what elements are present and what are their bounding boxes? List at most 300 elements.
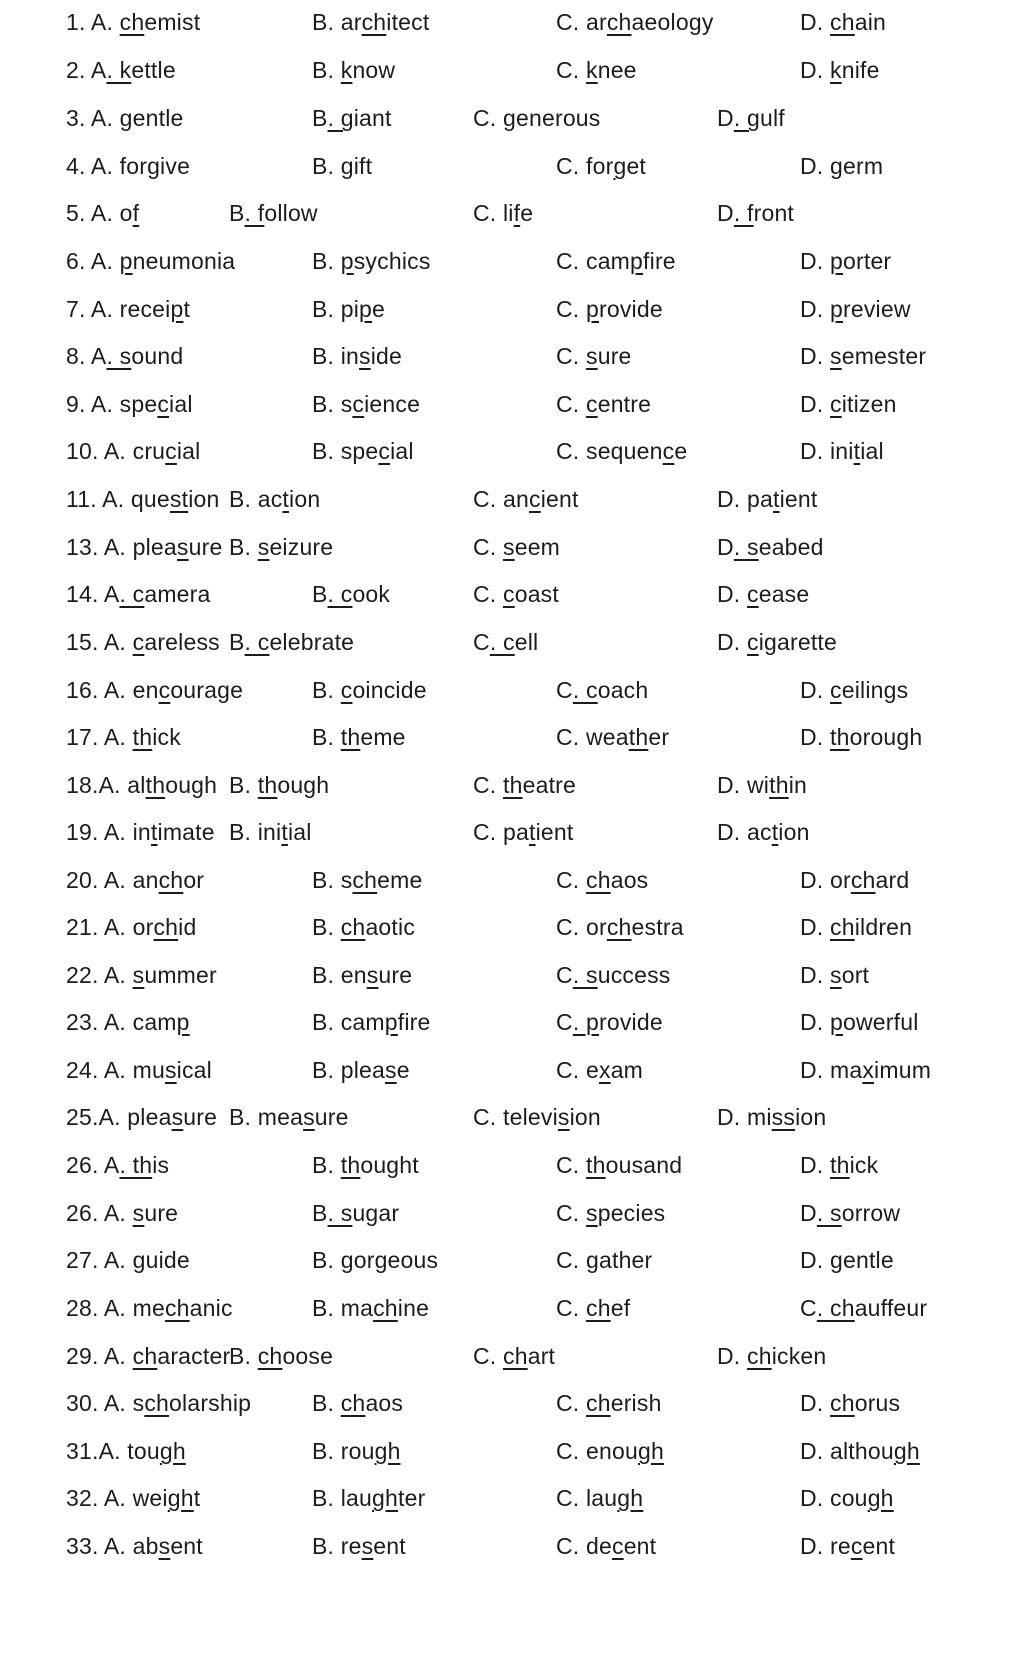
option-text-start: B. re <box>312 1533 362 1559</box>
option-text-end: ront <box>753 200 795 226</box>
option-text-start: 1. A. <box>66 9 120 35</box>
option-text-start: 11. A. que <box>66 486 170 512</box>
option-text-end: ial <box>287 819 312 845</box>
underlined-letters: ch <box>830 914 855 940</box>
answer-option <box>66 1240 190 1280</box>
underlined-letters: p <box>170 296 184 322</box>
underlined-letters: k <box>586 57 598 83</box>
option-text-start: B <box>229 200 245 226</box>
answer-option <box>66 384 193 424</box>
option-text-end: aos <box>610 867 649 893</box>
option-text-start: 4. A. forgive <box>66 153 191 179</box>
option-text-start: 3. A. gentle <box>66 105 184 131</box>
option-text-end: uccess <box>597 962 671 988</box>
option-text-end: ical <box>176 1057 212 1083</box>
question-row <box>0 1526 1024 1566</box>
option-text-end: imate <box>157 819 215 845</box>
option-text-start: D. <box>800 914 830 940</box>
underlined-letters: ch <box>586 867 611 893</box>
answer-option <box>229 765 329 805</box>
option-text-start: D. <box>800 1390 830 1416</box>
answer-option <box>556 670 648 710</box>
option-text-start: 26. A. <box>66 1200 133 1226</box>
option-text-start: D. <box>800 343 830 369</box>
answer-option <box>800 1193 900 1233</box>
underlined-letters: t <box>281 819 288 845</box>
underlined-letters: c <box>352 391 365 417</box>
answer-option <box>717 765 807 805</box>
option-text-start: 8. A <box>66 343 107 369</box>
option-text-start: B. spe <box>312 438 379 464</box>
option-text-end: ent <box>170 1533 203 1559</box>
option-text-start: B. pi <box>312 296 360 322</box>
option-text-start: 2. A <box>66 57 107 83</box>
answer-option <box>66 479 219 519</box>
option-text-start: B. <box>229 772 258 798</box>
underlined-letters: p <box>630 248 644 274</box>
option-text-start: D. pa <box>717 486 773 512</box>
answer-option <box>229 193 318 233</box>
underlined-letters: th <box>769 772 789 798</box>
option-text-end: e <box>372 296 386 322</box>
underlined-letters: ch <box>361 9 387 35</box>
question-row <box>0 1240 1024 1280</box>
answer-option <box>556 289 663 329</box>
underlined-letters: ch <box>352 867 378 893</box>
option-text-end: iant <box>353 105 392 131</box>
underlined-letters: s <box>361 1533 374 1559</box>
question-row <box>0 670 1024 710</box>
underlined-letters: p <box>384 1009 398 1035</box>
underlined-letters: . s <box>816 1200 842 1226</box>
option-text-start: B. lau <box>312 1485 373 1511</box>
option-text-end: elebrate <box>269 629 355 655</box>
answer-option <box>717 574 809 614</box>
answer-option <box>66 1050 212 1090</box>
underlined-letters: gh <box>374 1438 401 1464</box>
answer-option <box>66 241 235 281</box>
option-text-end: ion <box>795 1104 827 1130</box>
underlined-letters: ch <box>119 9 145 35</box>
answer-option <box>312 1383 403 1423</box>
option-text-start: B. <box>312 57 341 83</box>
question-row <box>0 2 1024 42</box>
option-text-end: itect <box>386 9 430 35</box>
answer-option <box>66 765 217 805</box>
option-text-end: ion <box>289 486 321 512</box>
option-text-end: ough <box>277 772 330 798</box>
option-text-end: igarette <box>758 629 838 655</box>
option-text-end: e <box>520 200 534 226</box>
option-text-start: D. ma <box>800 1057 863 1083</box>
underlined-letters: ss <box>771 1104 796 1130</box>
underlined-letters: c <box>528 486 541 512</box>
underlined-letters: . f <box>733 200 754 226</box>
option-text-start: D. ini <box>800 438 854 464</box>
option-text-start: D <box>717 534 734 560</box>
option-text-start: C. <box>556 1295 586 1321</box>
option-text-end: ial <box>860 438 884 464</box>
option-text-start: B. <box>312 724 341 750</box>
answer-option <box>66 431 201 471</box>
underlined-letters: th <box>132 724 153 750</box>
underlined-letters: t <box>853 438 861 464</box>
underlined-letters: c <box>747 581 759 607</box>
option-text-start: B. <box>312 914 341 940</box>
option-text-start: 7. A. recei <box>66 296 171 322</box>
answer-option <box>66 1383 251 1423</box>
underlined-letters: ch <box>606 9 632 35</box>
option-text-start: C. cam <box>556 248 631 274</box>
option-text-start: D. cou <box>800 1485 868 1511</box>
option-text-start: D. <box>800 391 830 417</box>
option-text-start: 9. A. spe <box>66 391 158 417</box>
question-row <box>0 1145 1024 1185</box>
underlined-letters: s <box>303 1104 315 1130</box>
option-text-end: art <box>527 1343 556 1369</box>
answer-option <box>556 50 637 90</box>
answer-option <box>66 955 217 995</box>
option-text-end: ial <box>169 391 193 417</box>
underlined-letters: p <box>830 248 843 274</box>
answer-option <box>800 907 912 947</box>
option-text-end: eizure <box>269 534 334 560</box>
underlined-letters: s <box>830 962 842 988</box>
option-text-end: ure <box>183 1104 218 1130</box>
underlined-letters: ch <box>373 1295 398 1321</box>
answer-option <box>66 670 243 710</box>
underlined-letters: c <box>340 677 353 703</box>
option-text-end: ure <box>188 534 223 560</box>
option-text-start: C. enou <box>556 1438 638 1464</box>
option-text-end: oach <box>597 677 649 703</box>
answer-option <box>800 431 884 471</box>
option-text-start: C. <box>473 534 503 560</box>
question-row <box>0 289 1024 329</box>
option-text-start: C. generous <box>473 105 601 131</box>
option-text-start: C. <box>556 391 586 417</box>
option-text-end: ial <box>390 438 414 464</box>
option-text-start: 19. A. in <box>66 819 151 845</box>
answer-option <box>717 98 785 138</box>
underlined-letters: ch <box>132 1343 158 1369</box>
option-text-start: D. <box>717 1343 747 1369</box>
answer-option <box>473 622 538 662</box>
option-text-start: D. <box>800 724 830 750</box>
option-text-end: ourage <box>170 677 244 703</box>
option-text-start: C. <box>473 581 503 607</box>
answer-option <box>66 146 190 186</box>
option-text-start: 15. A. <box>66 629 133 655</box>
question-row <box>0 146 1024 186</box>
option-text-end: ain <box>854 9 886 35</box>
option-text-start: D. gentle <box>800 1247 894 1273</box>
option-text-end: eilings <box>841 677 909 703</box>
option-text-start: D. <box>800 677 830 703</box>
underlined-letters: gh <box>372 1485 398 1511</box>
answer-option <box>800 146 883 186</box>
question-row <box>0 1431 1024 1471</box>
option-text-start: C. <box>556 343 586 369</box>
answer-option <box>556 860 648 900</box>
option-text-start: B <box>312 105 328 131</box>
underlined-letters: . g <box>733 105 760 131</box>
underlined-letters: p <box>586 296 599 322</box>
option-text-start: C. <box>556 1200 586 1226</box>
option-text-end: orus <box>854 1390 901 1416</box>
underlined-letters: ch <box>503 1343 528 1369</box>
option-text-end: now <box>352 57 396 83</box>
option-text-start: 14. A <box>66 581 120 607</box>
option-text-start: B. in <box>312 343 360 369</box>
question-row <box>0 622 1024 662</box>
option-text-end: owerful <box>843 1009 919 1035</box>
option-text-end: ort <box>841 962 870 988</box>
option-text-start: D <box>717 105 734 131</box>
answer-option <box>66 1431 186 1471</box>
option-text-end: entre <box>597 391 652 417</box>
answer-option <box>66 907 196 947</box>
underlined-letters: c <box>830 391 842 417</box>
option-text-end: icken <box>771 1343 827 1369</box>
question-row <box>0 527 1024 567</box>
underlined-letters: ch <box>153 914 179 940</box>
option-text-start: D. ac <box>717 819 772 845</box>
answer-option <box>800 955 869 995</box>
option-text-start: D. <box>800 9 830 35</box>
option-text-start: C. lau <box>556 1485 618 1511</box>
underlined-letters: th <box>340 724 361 750</box>
answer-option <box>556 1240 652 1280</box>
answer-option <box>66 193 139 233</box>
option-text-start: 23. A. cam <box>66 1009 177 1035</box>
option-text-end: ure <box>144 1200 179 1226</box>
option-text-start: C. televi <box>473 1104 558 1130</box>
option-text-start: C. <box>556 296 586 322</box>
answer-option <box>556 1002 663 1042</box>
option-text-end: er <box>648 724 670 750</box>
underlined-letters: . s <box>572 962 598 988</box>
option-text-end: ent <box>623 1533 657 1559</box>
option-text-start: B. gorgeous <box>312 1247 439 1273</box>
option-text-end: ial <box>176 438 201 464</box>
option-text-start: 21. A. or <box>66 914 154 940</box>
answer-option <box>312 384 420 424</box>
answer-option <box>66 717 181 757</box>
underlined-letters: gh <box>159 1438 186 1464</box>
answer-option <box>229 622 354 662</box>
question-row <box>0 50 1024 90</box>
option-text-end: ugar <box>352 1200 400 1226</box>
option-text-end: rovide <box>598 1009 663 1035</box>
option-text-end: ient <box>779 486 818 512</box>
option-text-end: rovide <box>599 296 663 322</box>
answer-option <box>229 812 312 852</box>
answer-option <box>66 574 211 614</box>
option-text-end: in <box>788 772 808 798</box>
option-text-start: B. ini <box>229 819 282 845</box>
answer-option <box>800 1145 878 1185</box>
answer-option <box>800 1431 920 1471</box>
underlined-letters: p <box>830 296 843 322</box>
option-text-end: ell <box>514 629 539 655</box>
option-text-start: 30. A. s <box>66 1390 145 1416</box>
option-text-end: pecies <box>597 1200 666 1226</box>
underlined-letters: c <box>747 629 759 655</box>
answer-option <box>556 1193 665 1233</box>
option-text-start: 29. A. <box>66 1343 133 1369</box>
answer-option <box>312 1145 419 1185</box>
answer-option <box>312 336 402 376</box>
answer-option <box>717 193 794 233</box>
option-text-end: ure <box>314 1104 349 1130</box>
underlined-letters: s <box>586 1200 598 1226</box>
option-text-start: D. <box>800 57 830 83</box>
question-row <box>0 717 1024 757</box>
underlined-letters: p <box>340 248 354 274</box>
option-text-start: C. de <box>556 1533 612 1559</box>
answer-option <box>66 336 183 376</box>
option-text-start: C. li <box>473 200 514 226</box>
option-text-start: B. cam <box>312 1009 385 1035</box>
answer-option <box>312 1526 406 1566</box>
answer-option <box>717 527 824 567</box>
option-text-start: C. <box>556 57 586 83</box>
option-text-end: orrow <box>841 1200 901 1226</box>
option-text-start: B. <box>229 534 258 560</box>
underlined-letters: c <box>662 438 675 464</box>
option-text-start: D. or <box>800 867 851 893</box>
option-text-end: ef <box>610 1295 631 1321</box>
answer-option <box>312 2 429 42</box>
option-text-start: C. sequen <box>556 438 663 464</box>
answer-option <box>66 1478 200 1518</box>
option-text-end: ildren <box>854 914 913 940</box>
option-text-start: B. <box>312 1152 341 1178</box>
underlined-letters: . c <box>327 581 353 607</box>
answer-option <box>717 622 837 662</box>
option-text-end: fire <box>397 1009 431 1035</box>
answer-option <box>556 241 676 281</box>
option-text-end: am <box>610 1057 644 1083</box>
underlined-letters: f <box>513 200 521 226</box>
option-text-start: C. pa <box>473 819 529 845</box>
question-row <box>0 431 1024 471</box>
underlined-letters: s <box>830 343 842 369</box>
answer-option <box>556 384 651 424</box>
option-text-end: orough <box>849 724 923 750</box>
question-row <box>0 384 1024 424</box>
option-text-end: e <box>396 1057 410 1083</box>
underlined-letters: s <box>359 343 371 369</box>
underlined-letters: . c <box>572 677 598 703</box>
option-text-start: C <box>556 962 573 988</box>
answer-option <box>556 1050 643 1090</box>
underlined-letters: th <box>503 772 523 798</box>
underlined-letters: . ch <box>816 1295 855 1321</box>
underlined-letters: ch <box>340 1390 366 1416</box>
answer-option <box>312 1288 429 1328</box>
question-row <box>0 574 1024 614</box>
option-text-end: ent <box>862 1533 896 1559</box>
option-text-end: review <box>843 296 911 322</box>
option-text-end: t <box>183 296 191 322</box>
question-row <box>0 98 1024 138</box>
answer-option <box>556 336 632 376</box>
option-text-start: B. s <box>312 867 353 893</box>
option-text-start: C. gather <box>556 1247 653 1273</box>
option-text-end: nife <box>841 57 880 83</box>
option-text-start: D. althou <box>800 1438 894 1464</box>
option-text-end: e <box>674 438 688 464</box>
answer-option <box>556 2 714 42</box>
answer-option <box>800 289 911 329</box>
underlined-letters: c <box>157 391 170 417</box>
option-text-start: C. <box>556 1390 586 1416</box>
option-text-end: ine <box>397 1295 430 1321</box>
option-text-end: eme <box>377 867 423 893</box>
option-text-end: oast <box>514 581 559 607</box>
answer-option <box>66 860 204 900</box>
underlined-letters: th <box>340 1152 361 1178</box>
option-text-start: B. <box>312 1390 341 1416</box>
option-text-start: D. <box>800 1152 830 1178</box>
underlined-letters: th <box>830 724 850 750</box>
answer-option <box>556 1431 664 1471</box>
question-row <box>0 907 1024 947</box>
underlined-letters: t <box>282 486 290 512</box>
underlined-letters: f <box>132 200 140 226</box>
option-text-end: ick <box>849 1152 879 1178</box>
underlined-letters: gh <box>893 1438 920 1464</box>
option-text-end: oose <box>282 1343 334 1369</box>
answer-option <box>556 1478 643 1518</box>
answer-option <box>556 1383 662 1423</box>
underlined-letters: s <box>557 1104 570 1130</box>
option-text-start: B. s <box>312 391 353 417</box>
answer-option <box>556 146 646 186</box>
option-text-start: D. germ <box>800 153 884 179</box>
underlined-letters: c <box>611 1533 624 1559</box>
option-text-end: ient <box>535 819 574 845</box>
option-text-end: emester <box>841 343 927 369</box>
answer-option <box>66 527 222 567</box>
underlined-letters: ch <box>850 867 876 893</box>
option-text-start: 25.A. plea <box>66 1104 172 1130</box>
option-text-start: D. <box>800 1009 830 1035</box>
underlined-letters: ch <box>830 1390 855 1416</box>
answer-option <box>66 812 215 852</box>
option-text-end: neumonia <box>132 248 236 274</box>
option-text-end: ter <box>398 1485 426 1511</box>
answer-option <box>473 193 533 233</box>
underlined-letters: c <box>850 1533 863 1559</box>
option-text-end: aos <box>365 1390 404 1416</box>
underlined-letters: p <box>176 1009 190 1035</box>
option-text-end: sychics <box>353 248 431 274</box>
underlined-letters: s <box>385 1057 397 1083</box>
answer-option <box>473 574 559 614</box>
answer-option <box>717 1097 826 1137</box>
underlined-letters: t <box>771 819 779 845</box>
underlined-letters: c <box>586 391 598 417</box>
option-text-start: B. en <box>312 962 367 988</box>
option-text-end: amera <box>144 581 211 607</box>
option-text-start: D. <box>800 296 830 322</box>
answer-option <box>473 1097 601 1137</box>
answer-option <box>473 1336 555 1376</box>
option-text-end: ulf <box>759 105 785 131</box>
